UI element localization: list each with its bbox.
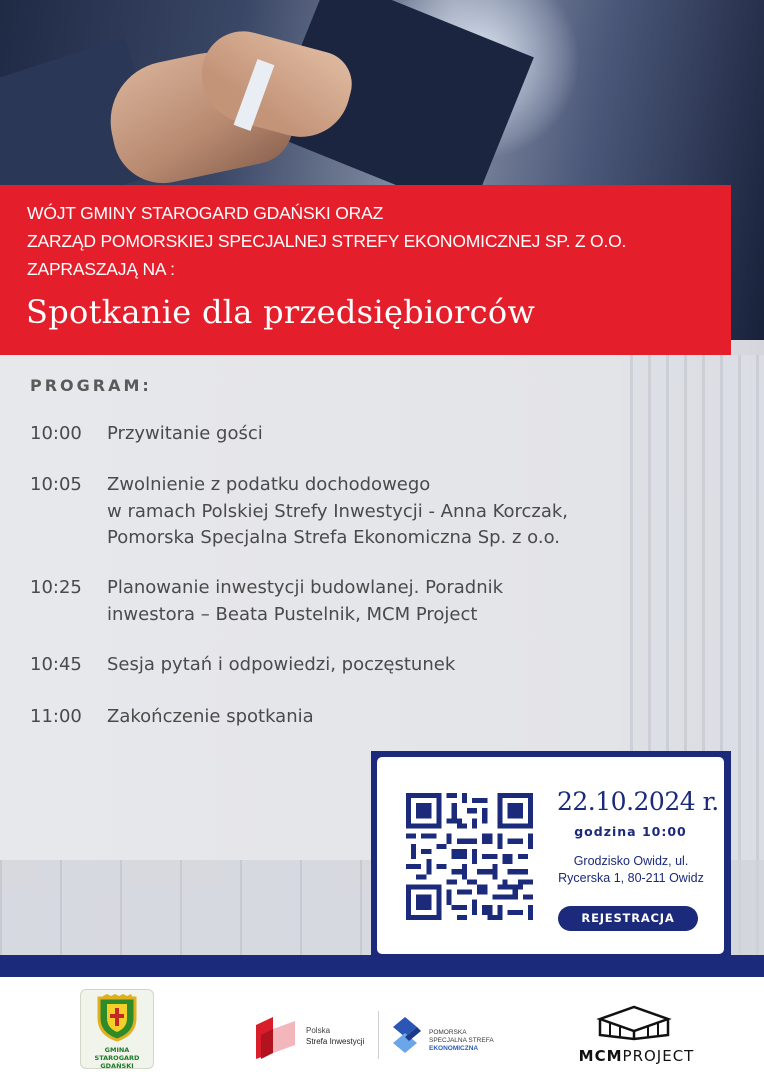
event-date: 22.10.2024 r. <box>557 787 719 816</box>
inviter-line-1: WÓJT GMINY STAROGARD GDAŃSKI ORAZ <box>27 203 384 223</box>
program-time: 11:00 <box>30 706 82 727</box>
mcm-wordmark-rest: PROJECT <box>622 1047 695 1065</box>
program-line: Planowanie inwestycji budowlanej. Poradnik <box>107 577 504 598</box>
program-heading: PROGRAM: <box>30 376 152 395</box>
event-info-box <box>371 751 731 961</box>
polska-strefa-inwestycji-logo <box>253 1015 383 1065</box>
partner-logos-footer <box>0 977 764 1080</box>
mcm-wordmark <box>574 1047 699 1065</box>
event-address <box>547 853 715 887</box>
address-line-1: Grodzisko Owidz, ul. <box>573 854 689 868</box>
event-info-card <box>377 757 724 954</box>
event-hour: godzina 10:00 <box>574 824 687 839</box>
inviter-line-3: ZAPRASZAJĄ NA : <box>27 259 175 279</box>
gmina-logo-line-1: GMINA <box>104 1046 130 1054</box>
program-description <box>107 652 647 679</box>
program-description <box>107 575 647 628</box>
logo-separator <box>378 1011 379 1059</box>
event-title: Spotkanie dla przedsiębiorców <box>26 293 536 331</box>
program-line: Pomorska Specjalna Strefa Ekonomiczna Sp. z o.o. <box>107 527 561 548</box>
gmina-logo-text <box>81 1046 153 1070</box>
program-line: Sesja pytań i odpowiedzi, poczęstunek <box>107 654 456 675</box>
program-line: w ramach Polskiej Strefy Inwestycji - Anna Korczak, <box>107 500 569 522</box>
program-line: inwestora – Beata Pustelnik, MCM Project <box>107 603 478 625</box>
program-time: 10:45 <box>30 654 82 675</box>
gmina-logo-line-2: STAROGARD GDAŃSKI <box>94 1054 140 1070</box>
program-description <box>107 704 647 731</box>
pse-logo-line-3: EKONOMICZNA <box>429 1045 479 1052</box>
program-description <box>107 421 647 448</box>
psi-logo-line-1: Polska <box>306 1026 331 1035</box>
pse-logo-line-1: POMORSKA <box>429 1029 467 1036</box>
mcm-project-logo <box>574 1005 699 1067</box>
inviter-line-2: ZARZĄD POMORSKIEJ SPECJALNEJ STREFY EKONOMICZNEJ SP. Z O.O. <box>27 231 627 251</box>
registration-button[interactable]: REJESTRACJA <box>558 906 698 931</box>
program-line: Zwolnienie z podatku dochodowego <box>107 474 431 495</box>
gmina-coat-of-arms-icon <box>95 994 139 1042</box>
psi-logo-line-2: Strefa Inwestycji <box>306 1037 365 1046</box>
footer-divider-bar <box>0 955 764 977</box>
program-time: 10:05 <box>30 474 82 495</box>
gmina-starogard-logo <box>80 989 154 1069</box>
registration-qr-code[interactable] <box>406 793 533 920</box>
pomorska-sse-logo <box>389 1013 509 1063</box>
pse-mark-icon <box>389 1013 425 1061</box>
program-line: Przywitanie gości <box>107 423 263 444</box>
mcm-building-icon <box>594 1005 674 1041</box>
program-line: Zakończenie spotkania <box>107 706 314 727</box>
invitation-banner <box>0 185 731 355</box>
program-time: 10:25 <box>30 577 82 598</box>
program-description <box>107 472 647 552</box>
address-line-2: Rycerska 1, 80-211 Owidz <box>558 871 704 885</box>
program-time: 10:00 <box>30 423 82 444</box>
mcm-wordmark-bold: MCM <box>578 1047 623 1065</box>
pse-logo-line-2: SPECJALNA STREFA <box>429 1037 494 1044</box>
psi-mark-icon <box>253 1015 298 1060</box>
